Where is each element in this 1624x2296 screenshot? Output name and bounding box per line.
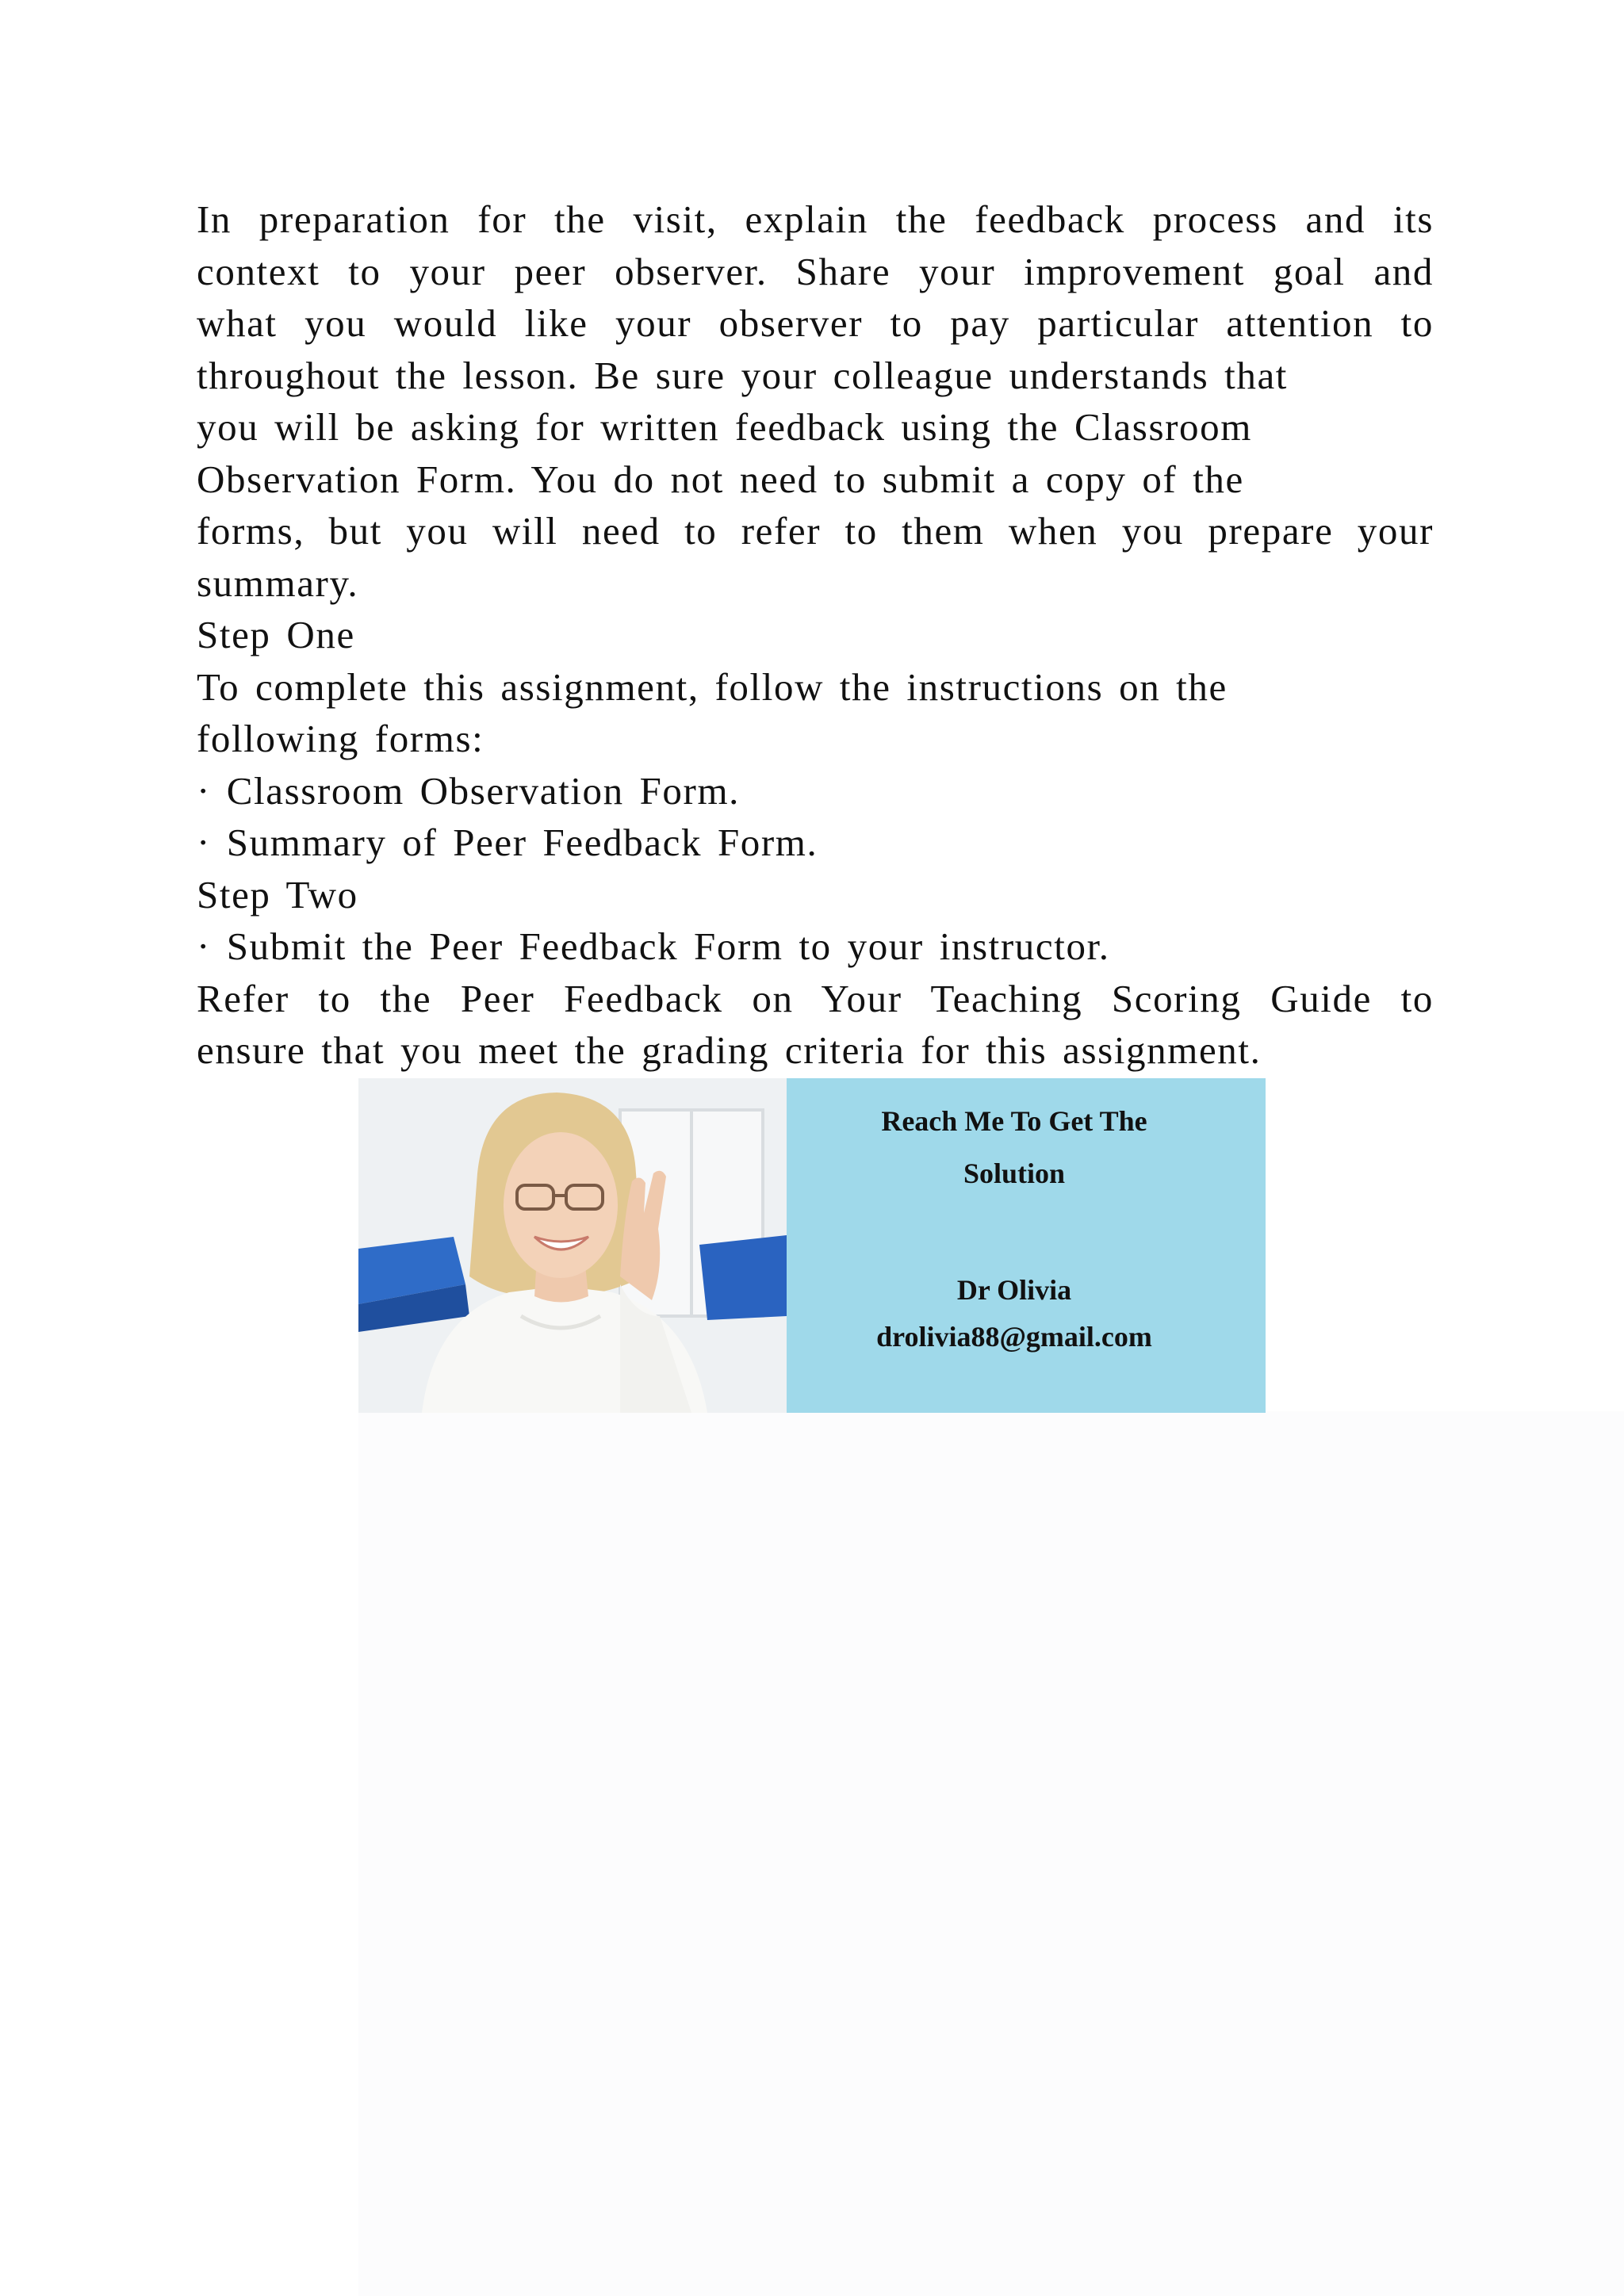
bullet-item: · Summary of Peer Feedback Form.: [197, 821, 818, 864]
paragraph-line: context to your peer observer. Share your improvement goal and: [197, 249, 1434, 293]
smiling-woman-with-glasses-photo: [358, 1078, 787, 1413]
paragraph-line: summary.: [197, 561, 359, 605]
paragraph-line: throughout the lesson. Be sure your colleague understands that: [197, 353, 1289, 397]
paragraph-line: To complete this assignment, follow the instructions on the: [197, 664, 1228, 709]
paragraph-line: you will be asking for written feedback using the Classroom: [197, 405, 1252, 449]
paragraph-line: In preparation for the visit, explain the feedback process and its: [197, 197, 1434, 241]
step-heading: Step One: [197, 613, 355, 656]
paragraph-line: following forms:: [197, 717, 485, 760]
paragraph-line: Observation Form. You do not need to submit a copy of the: [197, 457, 1244, 501]
paragraph-line: what you would like your observer to pay particular attention to: [197, 301, 1434, 345]
paragraph-line: forms, but you will need to refer to them when you prepare your: [197, 509, 1434, 553]
bullet-item: · Classroom Observation Form.: [197, 768, 741, 813]
paragraph-line: Refer to the Peer Feedback on Your Teaching Scoring Guide to: [197, 976, 1434, 1020]
banner-headline-line1: Reach Me To Get The: [881, 1105, 1147, 1137]
paragraph-line: ensure that you meet the grading criteria for this assignment.: [197, 1028, 1262, 1072]
contact-panel: [787, 1078, 1266, 1413]
woman-photo: [358, 1078, 787, 1413]
banner-headline-line2: Solution: [963, 1158, 1066, 1189]
promo-banner: [358, 1078, 1266, 1413]
bullet-item: · Submit the Peer Feedback Form to your instructor.: [197, 924, 1110, 968]
contact-email: drolivia88@gmail.com: [876, 1321, 1152, 1353]
document-body: [197, 193, 1434, 1077]
contact-name: Dr Olivia: [956, 1274, 1072, 1306]
step-heading: Step Two: [197, 872, 358, 916]
page-background-tint: [358, 1411, 1624, 2296]
